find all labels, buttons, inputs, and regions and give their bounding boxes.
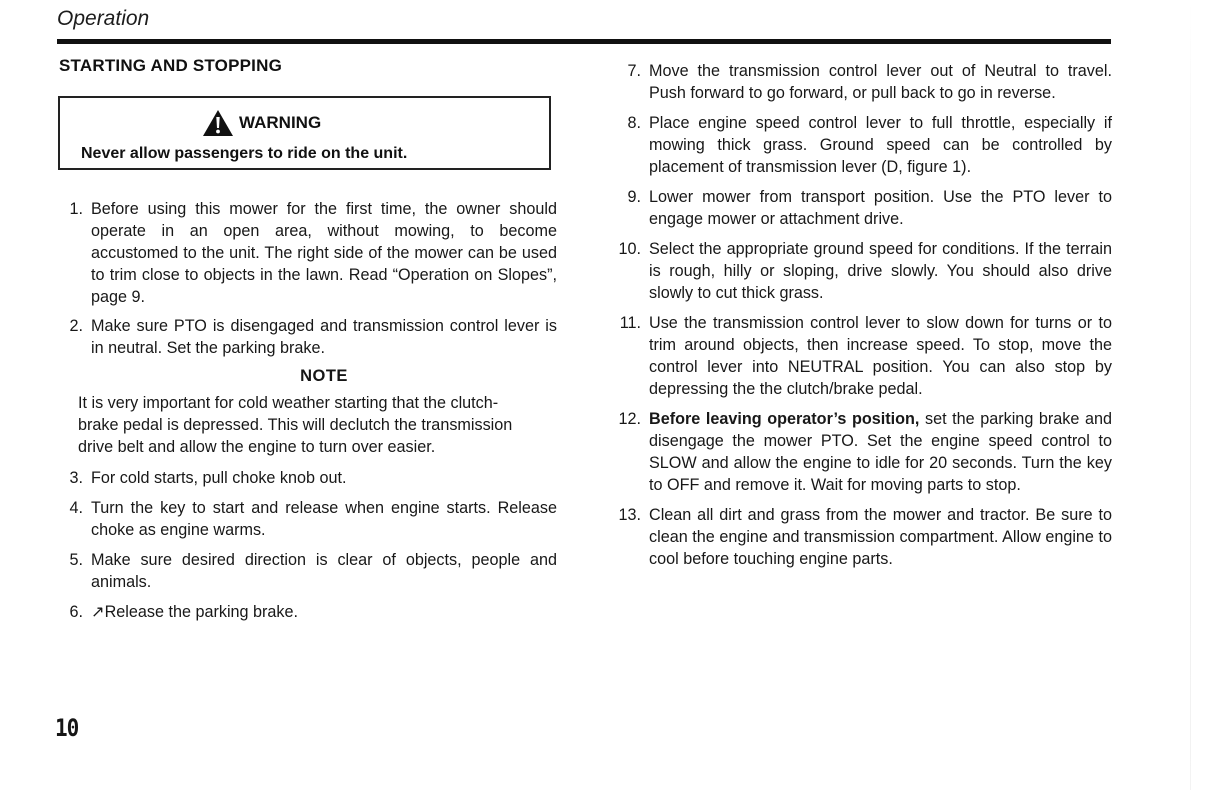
warning-label: WARNING xyxy=(239,113,322,132)
warning-box xyxy=(58,96,551,170)
page-header-title: Operation xyxy=(57,7,150,30)
step-text: Before using this mower for the first time, the owner should operate in an open area, without mowing, to become accustomed to the unit. The right side of the mower can be used to trim close to objects in the lawn. Read “Operation on Slopes”, page 9. xyxy=(91,200,557,306)
step-text: Make sure PTO is disengaged and transmission control lever is in neutral. Set the parking brake. xyxy=(91,317,557,357)
list-item xyxy=(610,186,1112,230)
step-number: 6. xyxy=(69,603,83,621)
warning-text: Never allow passengers to ride on the unit. xyxy=(81,145,408,162)
steps-list-left-2 xyxy=(57,467,557,623)
list-item xyxy=(57,315,557,359)
steps-list-right xyxy=(610,60,1112,570)
list-item xyxy=(610,60,1112,104)
step-number: 7. xyxy=(627,62,641,80)
step-text: Turn the key to start and release when engine starts. Release choke as engine warms. xyxy=(91,499,557,539)
note-label: NOTE xyxy=(300,367,348,385)
step-number: 5. xyxy=(69,551,83,569)
list-item xyxy=(57,497,557,541)
step-number: 12. xyxy=(618,410,641,428)
step-text: Place engine speed control lever to full throttle, especially if mowing thick grass. Ground speed can be controlled by placement of transmission lever (D, figure 1). xyxy=(649,114,1112,176)
step-text: Lower mower from transport position. Use the PTO lever to engage mower or attachment drive. xyxy=(649,188,1112,228)
left-column xyxy=(57,54,557,623)
step-text: For cold starts, pull choke knob out. xyxy=(91,469,347,487)
step-text: Make sure desired direction is clear of objects, people and animals. xyxy=(91,551,557,591)
section-title: STARTING AND STOPPING xyxy=(59,56,283,75)
step-number: 3. xyxy=(69,469,83,487)
list-item xyxy=(57,601,557,623)
step-text: Use the transmission control lever to slow down for turns or to trim around objects, then increase speed. To stop, move the control lever into NEUTRAL position. You can also stop by depressing the the clutch/brake pedal. xyxy=(649,314,1112,398)
step-number: 8. xyxy=(627,114,641,132)
page-number: 10 xyxy=(55,714,79,742)
step-number: 11. xyxy=(619,314,641,332)
step-number: 4. xyxy=(69,499,83,517)
list-item xyxy=(610,112,1112,178)
step-text: Clean all dirt and grass from the mower and tractor. Be sure to clean the engine and transmission compartment. Allow engine to cool before touching engine parts. xyxy=(649,506,1112,568)
list-item xyxy=(57,198,557,308)
step-number: 2. xyxy=(69,317,83,335)
warning-triangle-icon xyxy=(202,109,234,137)
step-bold-lead: Before leaving operator’s position, xyxy=(649,410,920,428)
right-column xyxy=(610,54,1112,570)
step-text xyxy=(649,408,1112,496)
step-text-rest: set the parking brake and disengage the mower PTO. Set the engine speed control to SLOW and allow the engine to idle for 20 seconds. Turn the key to OFF and remove it. Wait for moving parts to stop. xyxy=(649,410,1112,494)
step-text: Select the appropriate ground speed for conditions. If the terrain is rough, hilly or sloping, drive slowly. You should also drive slowly to cut thick grass. xyxy=(649,240,1112,302)
list-item xyxy=(57,549,557,593)
list-item xyxy=(610,238,1112,304)
steps-list-left xyxy=(57,198,557,359)
page-edge-line xyxy=(1190,0,1191,790)
list-item xyxy=(610,504,1112,570)
step-text: ↗Release the parking brake. xyxy=(91,603,299,621)
step-number: 1. xyxy=(69,200,83,218)
list-item xyxy=(610,408,1112,496)
header-rule xyxy=(57,39,1111,44)
step-number: 10. xyxy=(618,240,641,258)
warning-heading xyxy=(202,109,321,137)
step-number: 9. xyxy=(627,188,641,206)
note-text: It is very important for cold weather starting that the clutch-brake pedal is depressed. This will declutch the transmission drive belt and allow the engine to turn over easier. xyxy=(78,394,513,456)
list-item xyxy=(57,467,557,489)
step-number: 13. xyxy=(618,506,641,524)
list-item xyxy=(610,312,1112,400)
step-text: Move the transmission control lever out of Neutral to travel. Push forward to go forward, or pull back to go in reverse. xyxy=(649,62,1112,102)
